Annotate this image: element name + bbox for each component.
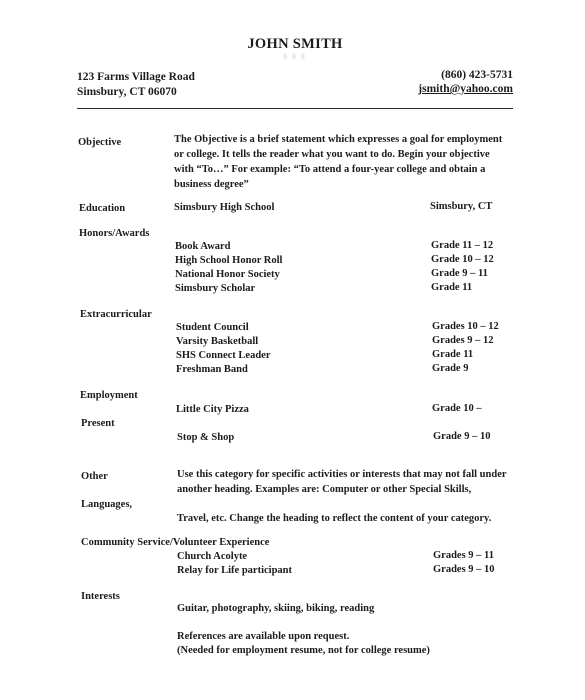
extracurricular-grade: Grades 9 – 12 [432, 335, 494, 346]
section-label-community-service: Community Service/Volunteer Experience [81, 537, 270, 548]
section-label-interests: Interests [81, 591, 120, 602]
references-note-detail: (Needed for employment resume, not for college resume) [177, 645, 430, 656]
address-line-2: Simsbury, CT 06070 [77, 86, 177, 98]
email-link[interactable]: jsmith@yahoo.com [418, 83, 513, 95]
section-label-objective: Objective [78, 137, 122, 148]
extracurricular-grade: Grade 9 [432, 363, 469, 374]
extracurricular-title: Freshman Band [176, 364, 248, 375]
other-line-2: another heading. Examples are: Computer or other Special Skills, [177, 484, 472, 495]
employment-present-label: Present [81, 418, 115, 429]
community-title: Relay for Life participant [177, 565, 292, 576]
honor-title: National Honor Society [175, 269, 280, 280]
address-line-1: 123 Farms Village Road [77, 71, 195, 83]
community-title: Church Acolyte [177, 551, 248, 562]
employment-title: Little City Pizza [176, 404, 249, 415]
section-label-employment: Employment [80, 390, 138, 401]
employment-title: Stop & Shop [177, 432, 235, 443]
section-label-education: Education [79, 203, 126, 214]
phone-number: (860) 423-5731 [441, 69, 513, 81]
section-label-honors: Honors/Awards [79, 228, 150, 239]
objective-line-3: with “To…” For example: “To attend a four-year college and obtain a [174, 164, 486, 175]
section-label-extracurricular: Extracurricular [80, 309, 152, 320]
other-line-3: Travel, etc. Change the heading to reflect the content of your category. [177, 513, 492, 524]
section-label-other: Other [81, 471, 108, 482]
employment-grade: Grade 10 – [432, 403, 482, 414]
section-label-languages: Languages, [81, 499, 133, 510]
education-school: Simsbury High School [174, 202, 275, 213]
candidate-name: JOHN SMITH [247, 36, 343, 52]
objective-line-2: or college. It tells the reader what you want to do. Begin your objective [174, 149, 490, 160]
faint-mark: ▒ ▒ ▒ [283, 55, 307, 60]
honor-grade: Grade 11 – 12 [431, 240, 494, 251]
objective-line-4: business degree” [174, 179, 249, 190]
education-location: Simsbury, CT [430, 201, 493, 212]
employment-grade: Grade 9 – 10 [433, 431, 491, 442]
honor-title: Book Award [175, 241, 231, 252]
community-grade: Grades 9 – 10 [433, 564, 495, 575]
community-grade: Grades 9 – 11 [433, 550, 494, 561]
extracurricular-title: Varsity Basketball [176, 336, 259, 347]
references-note: References are available upon request. [177, 631, 350, 642]
extracurricular-title: SHS Connect Leader [176, 350, 271, 361]
interests-text: Guitar, photography, skiing, biking, reading [177, 603, 375, 614]
honor-title: Simsbury Scholar [175, 283, 256, 294]
extracurricular-title: Student Council [176, 322, 249, 333]
extracurricular-grade: Grades 10 – 12 [432, 321, 499, 332]
objective-line-1: The Objective is a brief statement which expresses a goal for employment [174, 134, 503, 145]
honor-grade: Grade 10 – 12 [431, 254, 494, 265]
honor-grade: Grade 9 – 11 [431, 268, 488, 279]
other-line-1: Use this category for specific activities or interests that may not fall under [177, 469, 507, 480]
honor-grade: Grade 11 [431, 282, 473, 293]
header-divider [77, 108, 513, 109]
honor-title: High School Honor Roll [175, 255, 283, 266]
extracurricular-grade: Grade 11 [432, 349, 474, 360]
